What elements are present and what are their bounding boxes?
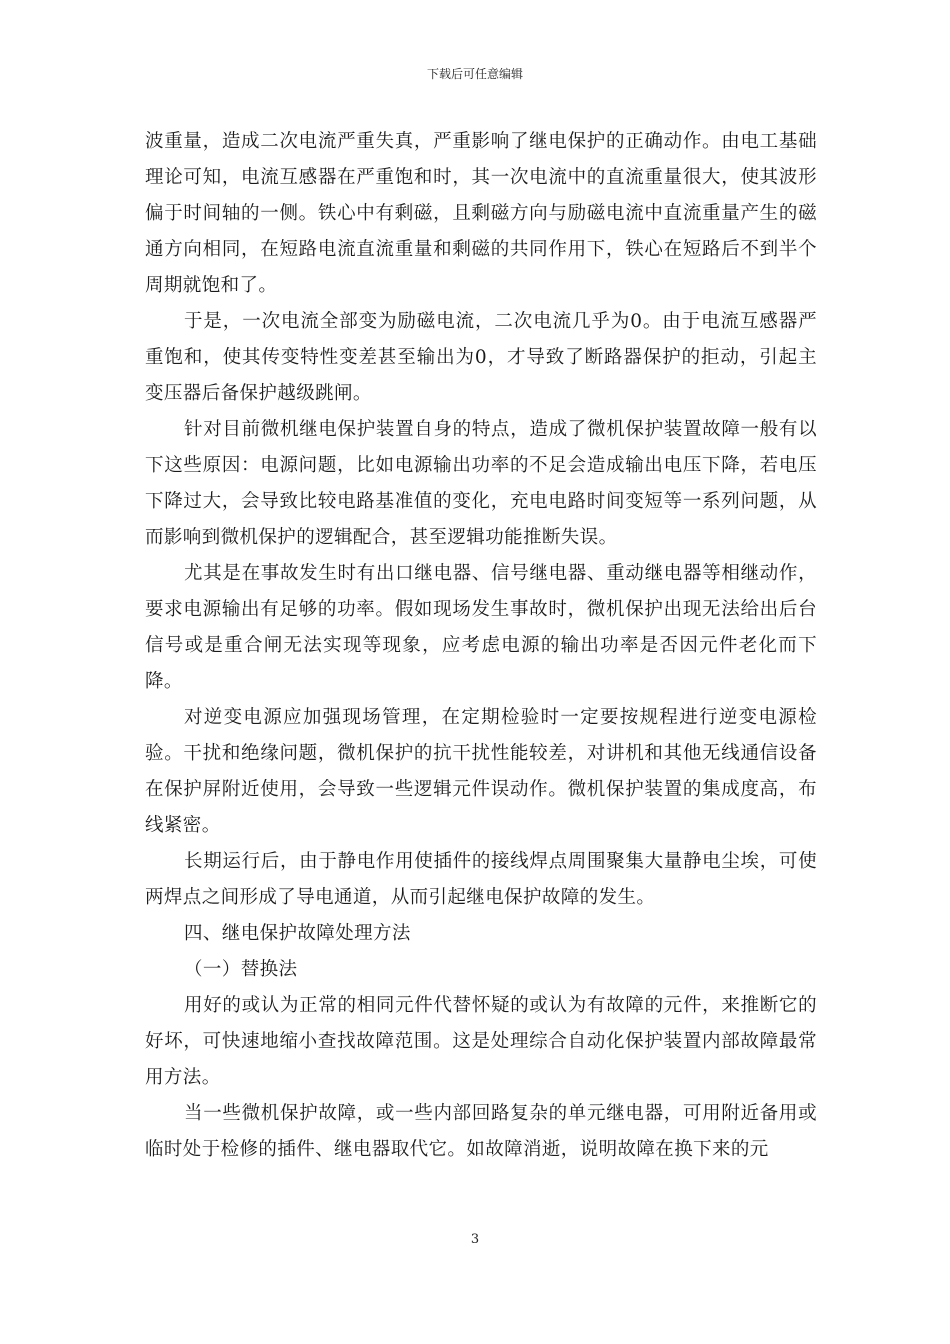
paragraph-4: 尤其是在事故发生时有出口继电器、信号继电器、重动继电器等相继动作，要求电源输出有足够的功率。假如现场发生事故时，微机保护出现无法给出后台信号或是重合闸无法实现等现象，应考虑电源的输出功率是否因元件老化而下降。: [145, 563, 817, 692]
paragraph-5: 对逆变电源应加强现场管理，在定期检验时一定要按规程进行逆变电源检验。干扰和绝缘问题，微机保护的抗干扰性能较差，对讲机和其他无线通信设备在保护屏附近使用，会导致一些逻辑元件误动作。微机保护装置的集成度高，布线紧密。: [145, 707, 817, 836]
page-header: 下载后可任意编辑: [426, 67, 523, 81]
paragraph-8: 当一些微机保护故障，或一些内部回路复杂的单元继电器，可用附近备用或临时处于检修的插件、继电器取代它。如故障消逝，说明故障在换下来的元: [145, 1103, 817, 1160]
section-heading: 四、继电保护故障处理方法: [184, 923, 411, 944]
paragraph-7: 用好的或认为正常的相同元件代替怀疑的或认为有故障的元件，来推断它的好坏，可快速地缩小查找故障范围。这是处理综合自动化保护装置内部故障最常用方法。: [145, 995, 817, 1088]
paragraph-3: 针对目前微机继电保护装置自身的特点，造成了微机保护装置故障一般有以下这些原因：电源问题，比如电源输出功率的不足会造成输出电压下降，若电压下降过大，会导致比较电路基准值的变化，充电电路时间变短等一系列问题，从而影响到微机保护的逻辑配合，甚至逻辑功能推断失误。: [145, 419, 817, 548]
document-body: [145, 124, 817, 1168]
paragraph-6: 长期运行后，由于静电作用使插件的接线焊点周围聚集大量静电尘埃，可使两焊点之间形成了导电通道，从而引起继电保护故障的发生。: [145, 851, 817, 908]
subsection-heading: （一）替换法: [184, 959, 298, 980]
paragraph-2: 于是，一次电流全部变为励磁电流，二次电流几乎为0。由于电流互感器严重饱和，使其传变特性变差甚至输出为0，才导致了断路器保护的拒动，引起主变压器后备保护越级跳闸。: [145, 311, 817, 404]
page-number: 3: [470, 1232, 480, 1247]
paragraph-1: 波重量，造成二次电流严重失真，严重影响了继电保护的正确动作。由电工基础理论可知，电流互感器在严重饱和时，其一次电流中的直流重量很大，使其波形偏于时间轴的一侧。铁心中有剩磁，且剩磁方向与励磁电流中直流重量产生的磁通方向相同，在短路电流直流重量和剩磁的共同作用下，铁心在短路后不到半个周期就饱和了。: [145, 131, 817, 296]
